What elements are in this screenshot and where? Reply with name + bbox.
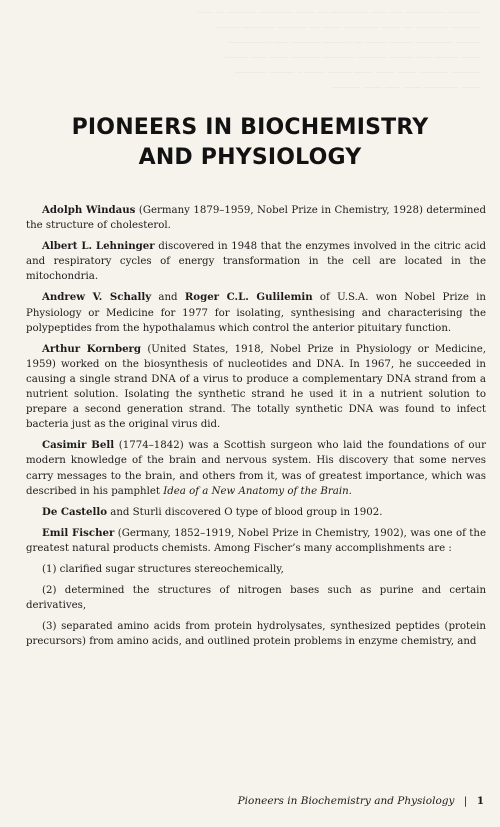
scientist-name: Adolph Windaus [42,204,136,216]
title-line-1: PIONEERS IN BIOCHEMISTRY [71,115,429,140]
list-item: (2) determined the structures of nitrogen bases such as purine and certain derivatives, [26,585,486,612]
article-body [26,203,486,655]
scientist-name: De Castello [42,505,108,518]
entry-fischer [26,526,486,556]
entry-text: and Sturli discovered O type of blood group in 1902. [107,506,383,518]
page-title [0,113,500,173]
entry-lehninger [26,239,486,284]
scientist-name: Arthur Kornberg [42,342,142,355]
bleed-through-text: _______ ________ ___ ___ ________ __ ____ _______ ______ __ ___ ______ _______ __ ____ _______ ____ __ ______ _______ _____ _____ ________ _____ ____ __ ______ ______ ___ _________ ____ _____ ___ _____ ______ _______ ______ ____ ___ _____ ______ ______ ____ ____ ____ _____ ____ _ _____ _______ ____ _______ ____ ___ ____ ______ [198,2,480,88]
list-item: (3) separated amino acids from protein hydrolysates, synthesized peptides (protein precursors) from amino acids, and outlined protein problems in enzyme chemistry, and [26,621,486,648]
running-footer-title: Pioneers in Biochemistry and Physiology [237,795,455,807]
scientist-name: Albert L. Lehninger [42,240,155,253]
entry-kornberg [26,342,486,433]
entry-connector: and [151,292,185,304]
scientist-name-2: Roger C.L. Gulilemin [184,291,313,304]
scientist-name: Andrew V. Schally [42,291,152,304]
entry-text: (United States, 1918, Nobel Prize in Physiology or Medicine, 1959) worked on the biosynthesis of nucleotides and DNA. In 1967, he succeeded in causing a single strand DNA of a virus to produce a complementary DNA strand from a nutrient solution. Isolating the synthetic strand he used it in a nutrient solution to prepare a second generation strand. The totally synthetic DNA was found to infect bacteria just as the original virus did. [26,343,487,431]
entry-text: (Germany 1879–1959, Nobel Prize in Chemistry, 1928) determined the structure of cholesterol. [26,205,486,232]
entry-text: of U.S.A. won Nobel Prize in Physiology or Medicine for 1977 for isolating, synthesising and characterising the polypeptides from the hypothalamus which control the anterior pituitary function. [26,292,486,334]
scientist-name: Casimir Bell [42,439,115,452]
entry-schally-guillemin [26,290,486,335]
title-line-2: AND PHYSIOLOGY [138,145,362,170]
pamphlet-title: Idea of a New Anatomy of the Brain. [163,485,352,497]
list-item: (1) clarified sugar structures stereochemically, [42,563,284,575]
entry-text: discovered in 1948 that the enzymes involved in the citric acid and respiratory cycles of energy transformation in the cell are located in the mitochondria. [26,241,487,283]
page-footer [238,795,484,807]
scientist-name: Emil Fischer [42,526,115,539]
entry-text: (1774–1842) was a Scottish surgeon who laid the foundations of our modern knowledge of the brain and nervous system. His discovery that some nerves carry messages to the brain, and others from it, was of greatest importance, which was described in his pamphlet [26,440,486,497]
page-number: 1 [476,795,484,807]
entry-windaus [26,203,486,233]
entry-text: (Germany, 1852–1919, Nobel Prize in Chemistry, 1902), was one of the greatest natural products chemists. Among Fischer’s many accomplishments are : [26,527,486,554]
entry-bell [26,438,486,498]
footer-separator: | [463,795,468,807]
entry-de-castello [26,505,486,520]
